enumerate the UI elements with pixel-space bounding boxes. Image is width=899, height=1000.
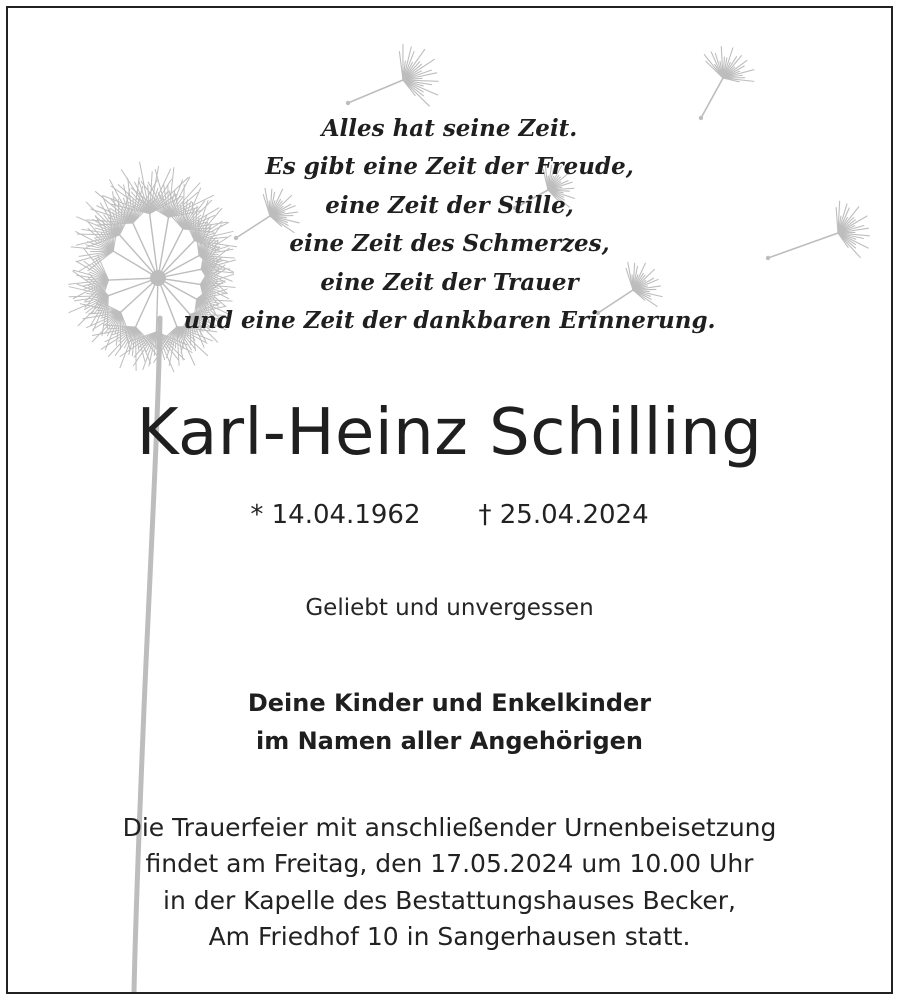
tagline: Geliebt und unvergessen: [305, 595, 594, 621]
poem-line-2: Es gibt eine Zeit der Freude,: [265, 153, 634, 180]
life-dates: [8, 500, 891, 530]
family-line-1: Deine Kinder und Enkelkinder: [247, 689, 652, 717]
poem-line-5: eine Zeit der Trauer: [320, 269, 579, 296]
poem-line-6: und eine Zeit der dankbaren Erinnerung.: [183, 307, 716, 334]
family-line-2: im Namen aller Angehörigen: [255, 727, 643, 755]
service-line-4: Am Friedhof 10 in Sangerhausen statt.: [208, 922, 691, 951]
service-line-1: Die Trauerfeier mit anschließender Urnenbeisetzung: [122, 813, 777, 842]
death-date: † 25.04.2024: [478, 500, 649, 530]
service-line-2: findet am Freitag, den 17.05.2024 um 10.00 Uhr: [145, 849, 754, 878]
poem-line-3: eine Zeit der Stille,: [325, 192, 574, 219]
birth-date: * 14.04.1962: [250, 500, 421, 530]
text-layer: [8, 8, 891, 992]
obituary-card: [6, 6, 893, 994]
poem-line-1: Alles hat seine Zeit.: [321, 115, 578, 142]
poem-line-4: eine Zeit des Schmerzes,: [289, 230, 610, 257]
deceased-name: Karl-Heinz Schilling: [136, 396, 763, 470]
service-line-3: in der Kapelle des Bestattungshauses Becker,: [163, 886, 736, 915]
